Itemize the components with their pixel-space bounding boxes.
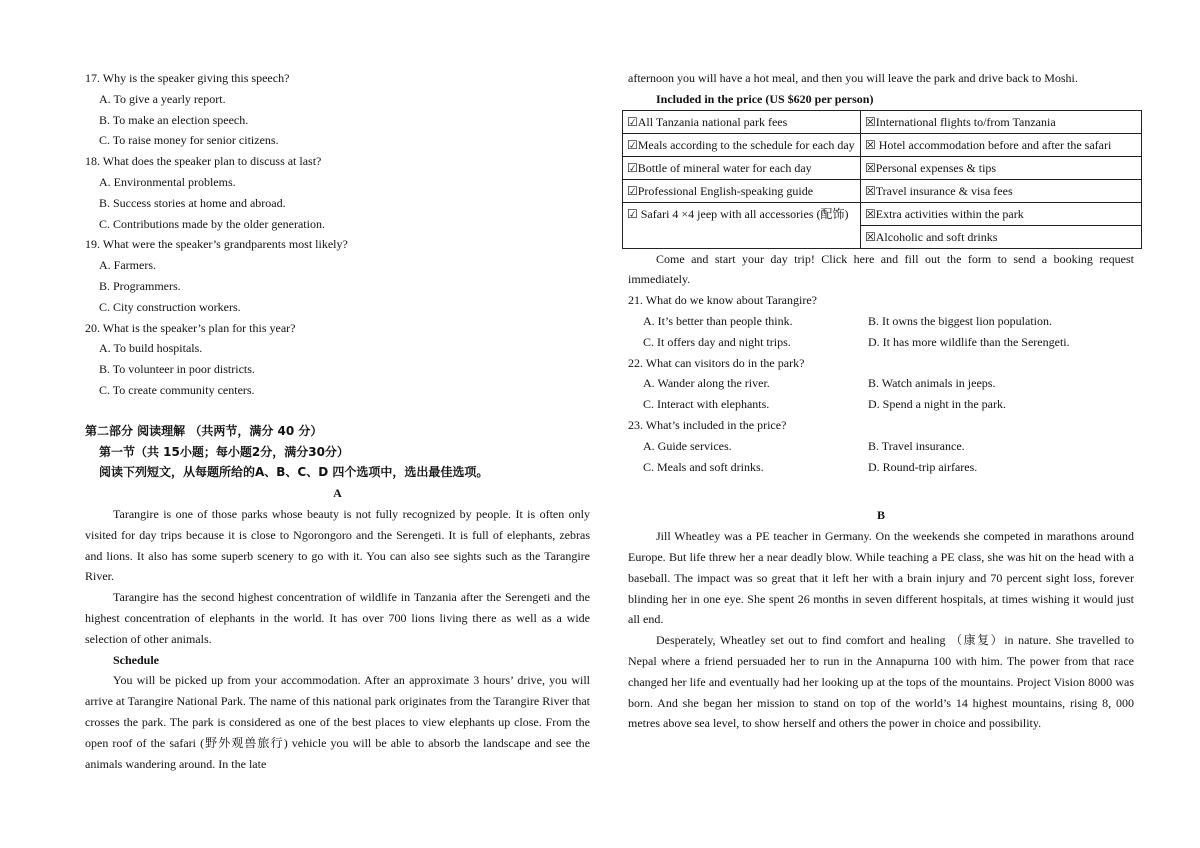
option-a: A. To build hospitals. — [99, 341, 203, 356]
question-20 — [85, 318, 590, 401]
section-one-title: 第一节（共 15小题；每小题2分，满分30分） — [99, 444, 349, 459]
passage-a-paragraph-1: Tarangire is one of those parks whose beauty is not fully recognized by people. It is often only visited for day trips because it is close to Ngorongoro and the Serengeti. It is full of elephants, zebras and lions. It also has some superb scenery to go with it. You can also see sights such as the Tarangire River. — [85, 506, 590, 584]
spacer — [628, 477, 1134, 505]
table-row — [623, 156, 1142, 179]
included-item: ☑Meals according to the schedule for each day — [623, 133, 861, 156]
spacer — [85, 401, 590, 421]
options-row — [628, 373, 1134, 394]
option-c: C. To create community centers. — [99, 382, 255, 397]
excluded-item: ☒ Hotel accommodation before and after the safari — [861, 133, 1142, 156]
question-19 — [85, 234, 590, 317]
question-stem: 17. Why is the speaker giving this speech? — [85, 71, 290, 85]
option-b: B. Success stories at home and abroad. — [99, 195, 286, 210]
question-stem: 20. What is the speaker’s plan for this year? — [85, 320, 296, 335]
table-row — [623, 202, 1142, 225]
price-heading: Included in the price (US $620 per person) — [656, 91, 874, 106]
passage-a-paragraph-2: Tarangire has the second highest concentration of wildlife in Tanzania after the Serengeti and the highest concentration of elephants in the world. It has over 700 lions living there as well as a wide selection of other animals. — [85, 590, 590, 646]
excluded-item: ☒Personal expenses & tips — [861, 156, 1142, 179]
option-c: C. To raise money for senior citizens. — [99, 133, 279, 148]
option-c: C. Interact with elephants. — [643, 397, 770, 412]
option-a: A. To give a yearly report. — [99, 91, 226, 106]
included-item: ☑ Safari 4 ×4 jeep with all accessories (配饰) — [623, 202, 861, 248]
question-17 — [85, 68, 590, 151]
options-row — [628, 332, 1134, 353]
option-d: D. Round-trip airfares. — [868, 459, 978, 474]
schedule-continuation: afternoon you will have a hot meal, and then you will leave the park and drive back to Moshi. — [628, 71, 1078, 85]
passage-b-paragraph-1: Jill Wheatley was a PE teacher in Germany. On the weekends she competed in marathons around Europe. But life threw her a near deadly blow. While teaching a PE class, she was hit on the head with a baseball. The impact was so great that it left her with a brain injury and 70 percent sight loss, forever blinding her in one eye. She spent 26 months in seven different hospitals, at times wishing it would just all end. — [628, 529, 1134, 627]
question-23 — [628, 415, 1134, 477]
excluded-item: ☒International flights to/from Tanzania — [861, 110, 1142, 133]
option-a: A. It’s better than people think. — [643, 313, 793, 328]
question-stem: 19. What were the speaker’s grandparents most likely? — [85, 237, 348, 252]
option-d: D. It has more wildlife than the Serengeti. — [868, 334, 1070, 349]
part-two-title: 第二部分 阅读理解 （共两节，满分 40 分） — [85, 423, 323, 438]
option-b: B. It owns the biggest lion population. — [868, 313, 1052, 328]
schedule-paragraph: You will be picked up from your accommodation. After an approximate 3 hours’ drive, you will arrive at Tarangire National Park. The name of this national park originates from the Tarangire River that crosses the park. The park is considered as one of the best places to view elephants up close. From the open roof of the safari (野外观兽旅行) vehicle you will be able to absorb the landscape and see the animals wandering around. In the late — [85, 673, 590, 771]
option-b: B. Travel insurance. — [868, 438, 965, 453]
option-b: B. To make an election speech. — [99, 112, 249, 127]
passage-a-label: A — [333, 486, 342, 501]
included-item: ☑Professional English-speaking guide — [623, 179, 861, 202]
question-stem: 22. What can visitors do in the park? — [628, 355, 805, 370]
excluded-item: ☒Alcoholic and soft drinks — [861, 225, 1142, 248]
option-a: A. Guide services. — [643, 438, 732, 453]
left-column — [85, 68, 590, 774]
included-item: ☑Bottle of mineral water for each day — [623, 156, 861, 179]
options-row — [628, 394, 1134, 415]
options-row — [628, 436, 1134, 457]
schedule-heading: Schedule — [113, 652, 160, 667]
passage-b-label: B — [876, 508, 885, 523]
table-row — [623, 133, 1142, 156]
option-a: A. Wander along the river. — [643, 376, 770, 391]
question-21 — [628, 290, 1134, 352]
question-18 — [85, 151, 590, 234]
price-table — [622, 110, 1142, 249]
passage-b-paragraph-2: Desperately, Wheatley set out to find comfort and healing （康复）in nature. She travelled to Nepal where a friend persuaded her to run in the Annapurna 100 with him. The power from that race changed her life and eventually had her looking up at the tops of the mountains. Project Vision 8000 was born. And she began her mission to stand on top of the world’s 14 highest mountains, rising 8, 000 metres above sea level, to show herself and others the power in choice and possibility. — [628, 633, 1134, 731]
instruction-text: 阅读下列短文，从每题所给的A、B、C、D 四个选项中，选出最佳选项。 — [99, 465, 489, 480]
question-stem: 23. What’s included in the price? — [628, 417, 787, 432]
option-b: B. Watch animals in jeeps. — [868, 376, 996, 391]
options-row — [628, 311, 1134, 332]
table-row — [623, 179, 1142, 202]
question-22 — [628, 353, 1134, 415]
included-item: ☑All Tanzania national park fees — [623, 110, 861, 133]
excluded-item: ☒Extra activities within the park — [861, 202, 1142, 225]
option-a: A. Farmers. — [99, 258, 156, 273]
question-stem: 21. What do we know about Tarangire? — [628, 293, 817, 308]
question-stem: 18. What does the speaker plan to discuss at last? — [85, 154, 322, 169]
option-b: B. Programmers. — [99, 278, 181, 293]
option-d: D. Spend a night in the park. — [868, 397, 1006, 412]
option-c: C. It offers day and night trips. — [643, 334, 791, 349]
booking-paragraph: Come and start your day trip! Click here and fill out the form to send a booking request immediately. — [628, 251, 1134, 287]
option-c: C. Meals and soft drinks. — [643, 459, 764, 474]
excluded-item: ☒Travel insurance & visa fees — [861, 179, 1142, 202]
options-row — [628, 457, 1134, 478]
right-column — [628, 68, 1134, 734]
option-a: A. Environmental problems. — [99, 174, 236, 189]
option-c: C. Contributions made by the older generation. — [99, 216, 325, 231]
option-b: B. To volunteer in poor districts. — [99, 362, 255, 377]
table-row — [623, 110, 1142, 133]
option-c: C. City construction workers. — [99, 299, 241, 314]
